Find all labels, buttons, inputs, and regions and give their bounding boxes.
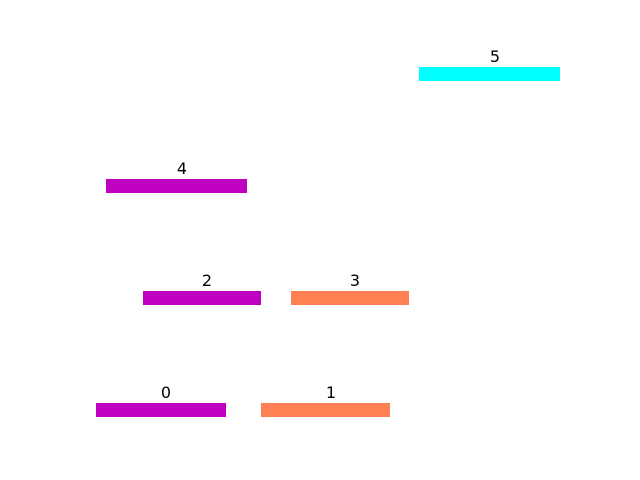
block-4-label: 4 <box>176 159 188 178</box>
block-4[interactable] <box>106 179 247 193</box>
block-0-label: 0 <box>160 383 172 402</box>
block-5-label: 5 <box>489 47 501 66</box>
block-2-label: 2 <box>201 271 213 290</box>
block-3-label: 3 <box>349 271 361 290</box>
block-2[interactable] <box>143 291 261 305</box>
block-3[interactable] <box>291 291 409 305</box>
block-0[interactable] <box>96 403 226 417</box>
block-1-label: 1 <box>325 383 337 402</box>
block-1[interactable] <box>261 403 390 417</box>
block-5[interactable] <box>419 67 560 81</box>
